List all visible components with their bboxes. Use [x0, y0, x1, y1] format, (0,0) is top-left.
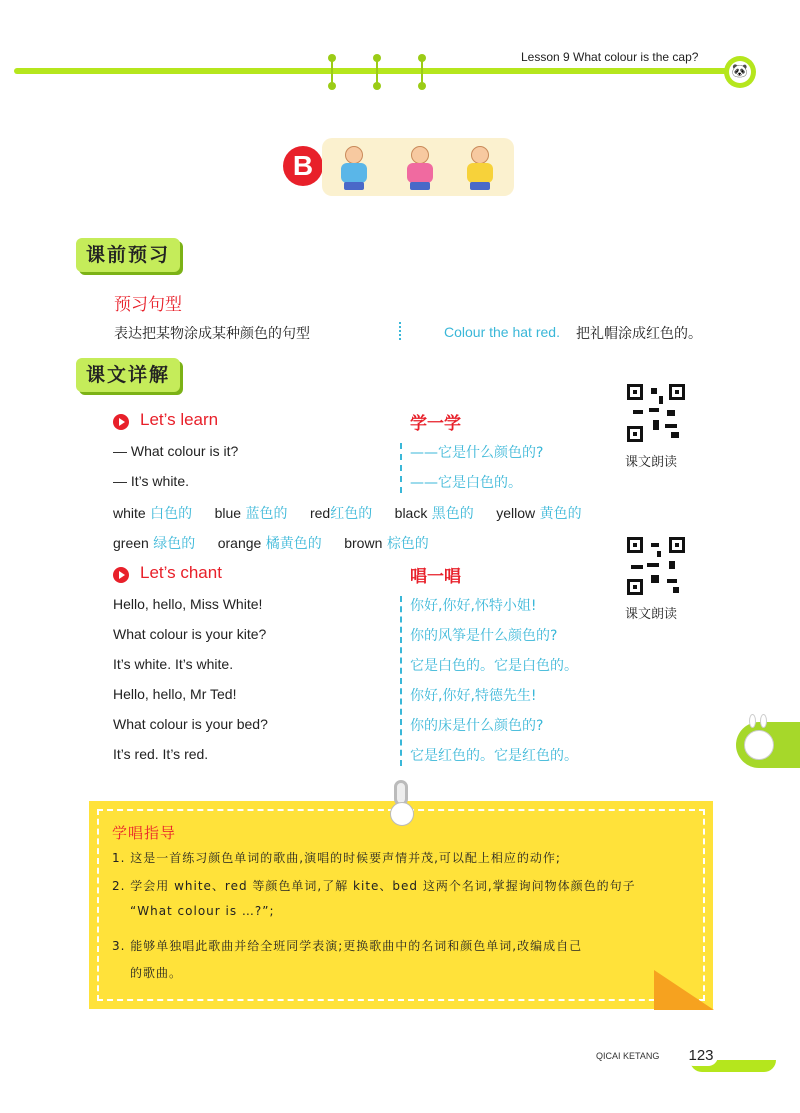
vocab-meaning: 白色的: [150, 506, 193, 522]
qr-code[interactable]: [627, 537, 685, 595]
vocab-meaning: 黄色的: [539, 506, 582, 522]
vocab-word: red: [309, 505, 331, 521]
vocab-meaning: 橘黄色的: [265, 536, 322, 552]
play-icon: [113, 414, 129, 430]
vocab-word: orange: [217, 535, 262, 551]
chant-line-en: What colour is your kite?: [113, 626, 267, 642]
vocab-word: brown: [344, 535, 383, 551]
vocab-word: green: [113, 535, 149, 551]
bunny-icon: [736, 722, 800, 768]
chant-line-en: What colour is your bed?: [113, 716, 268, 732]
column-divider: [400, 443, 402, 493]
vocab-meaning: 黑色的: [431, 506, 474, 522]
header-peg: [373, 54, 381, 90]
child-figure: [462, 146, 496, 190]
vocab-meaning: 棕色的: [386, 536, 429, 552]
learn-line-cn: ——它是白色的。: [410, 475, 522, 491]
learn-line-en: — It’s white.: [113, 473, 189, 489]
chant-line-cn: 它是红色的。它是红色的。: [410, 748, 578, 764]
chant-line-en: It’s red. It’s red.: [113, 746, 209, 762]
vocab-word: black: [394, 505, 428, 521]
vocab-row: [113, 503, 600, 523]
learn-title-cn: 学一学: [410, 414, 461, 434]
learn-line-cn: ——它是什么颜色的?: [410, 445, 544, 461]
qr-label: 课文朗读: [625, 607, 678, 622]
pattern-example-cn: 把礼帽涂成红色的。: [576, 326, 702, 342]
learn-title-en: Let’s learn: [140, 410, 219, 429]
explain-heading: 课文详解: [76, 358, 180, 392]
preview-heading: 课前预习: [76, 238, 180, 272]
vocab-word: blue: [214, 505, 242, 521]
learn-line-en: — What colour is it?: [113, 443, 239, 459]
column-divider: [400, 596, 402, 766]
vocab-word: yellow: [496, 505, 536, 521]
chant-line-cn: 你好,你好,特德先生!: [410, 688, 537, 704]
lesson-title: Lesson 9 What colour is the cap?: [521, 50, 699, 64]
guide-item: 3. 能够单独唱此歌曲并给全班同学表演;更换歌曲中的名词和颜色单词,改编成自己: [112, 939, 583, 953]
column-divider: [399, 322, 401, 340]
vocab-meaning: 蓝色的: [245, 506, 288, 522]
guide-item-continued: 的歌曲。: [130, 966, 183, 980]
vocab-meaning: 红色的: [330, 506, 373, 522]
panda-icon: 🐼: [724, 56, 756, 88]
folded-corner: [654, 970, 714, 1010]
vocab-word: white: [113, 505, 146, 521]
vocab-row: [113, 533, 447, 553]
footer-brand: QICAI KETANG: [596, 1051, 660, 1061]
chant-line-cn: 它是白色的。它是白色的。: [410, 658, 578, 674]
vocab-meaning: 绿色的: [153, 536, 196, 552]
chant-line-en: It’s white. It’s white.: [113, 656, 234, 672]
header-peg: [328, 54, 336, 90]
guide-item-continued: “What colour is …?”;: [130, 904, 275, 918]
chant-title-cn: 唱一唱: [410, 567, 461, 587]
paperclip-icon: [388, 780, 416, 830]
qr-code[interactable]: [627, 384, 685, 442]
page-number: 123: [684, 1046, 718, 1066]
chant-line-en: Hello, hello, Miss White!: [113, 596, 263, 612]
section-b-badge: B: [283, 146, 323, 186]
child-figure: [336, 146, 370, 190]
chant-title-en: Let’s chant: [140, 563, 222, 582]
chant-line-cn: 你的床是什么颜色的?: [410, 718, 544, 734]
chant-line-cn: 你的风筝是什么颜色的?: [410, 628, 558, 644]
chant-line-en: Hello, hello, Mr Ted!: [113, 686, 237, 702]
children-illustration: [322, 138, 514, 196]
header-peg: [418, 54, 426, 90]
pattern-title: 预习句型: [114, 295, 182, 315]
play-icon: [113, 567, 129, 583]
child-figure: [402, 146, 436, 190]
guide-title: 学唱指导: [112, 824, 177, 842]
chant-line-cn: 你好,你好,怀特小姐!: [410, 598, 537, 614]
guide-item: 1. 这是一首练习颜色单词的歌曲,演唱的时候要声情并茂,可以配上相应的动作;: [112, 851, 561, 865]
guide-item: 2. 学会用 white、red 等颜色单词,了解 kite、bed 这两个名词,掌握询问物体颜色的句子: [112, 879, 636, 893]
pattern-example-en: Colour the hat red.: [444, 324, 560, 340]
pattern-description: 表达把某物涂成某种颜色的句型: [114, 326, 310, 342]
qr-label: 课文朗读: [625, 455, 678, 470]
